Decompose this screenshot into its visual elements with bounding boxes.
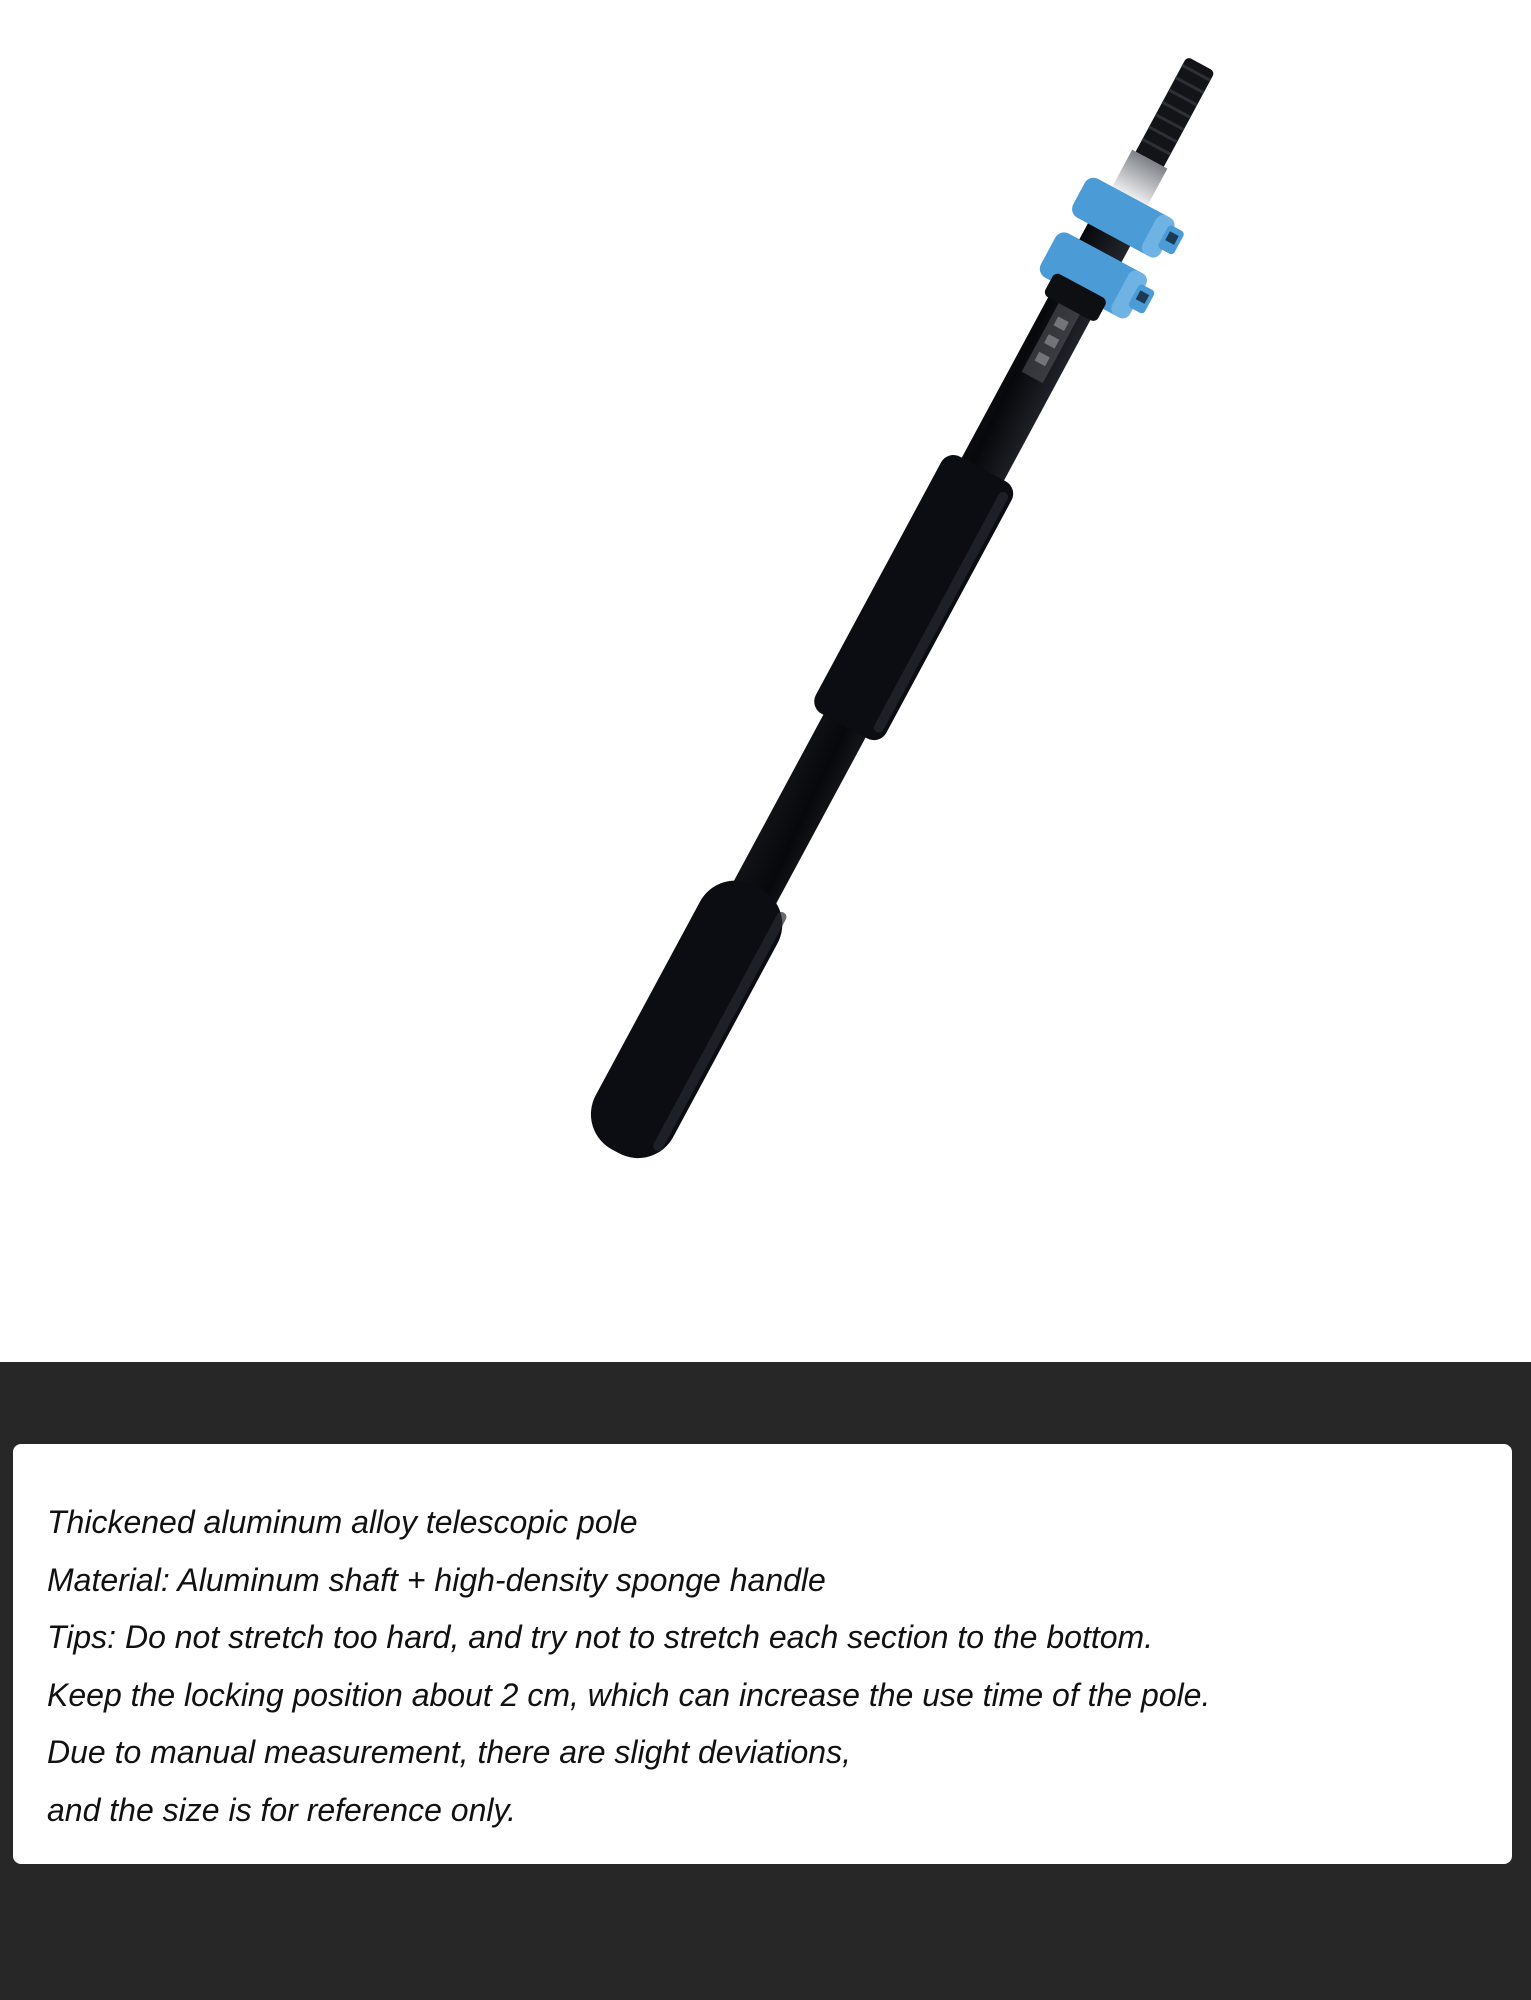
sponge-handle-lower: [577, 866, 797, 1172]
product-description-card: [13, 1444, 1512, 1864]
description-reference-note: and the size is for reference only.: [47, 1791, 516, 1828]
description-material: Material: Aluminum shaft + high-density sponge handle: [47, 1561, 826, 1598]
sponge-handle-upper: [809, 450, 1018, 745]
description-title: Thickened aluminum alloy telescopic pole: [47, 1504, 638, 1540]
description-measurement-note: Due to manual measurement, there are slight deviations,: [47, 1734, 851, 1770]
description-tips: Tips: Do not stretch too hard, and try not to stretch each section to the bottom.: [47, 1619, 1154, 1655]
threaded-tip: [1134, 56, 1215, 170]
description-locking: Keep the locking position about 2 cm, which can increase the use time of the pole.: [47, 1676, 1211, 1713]
